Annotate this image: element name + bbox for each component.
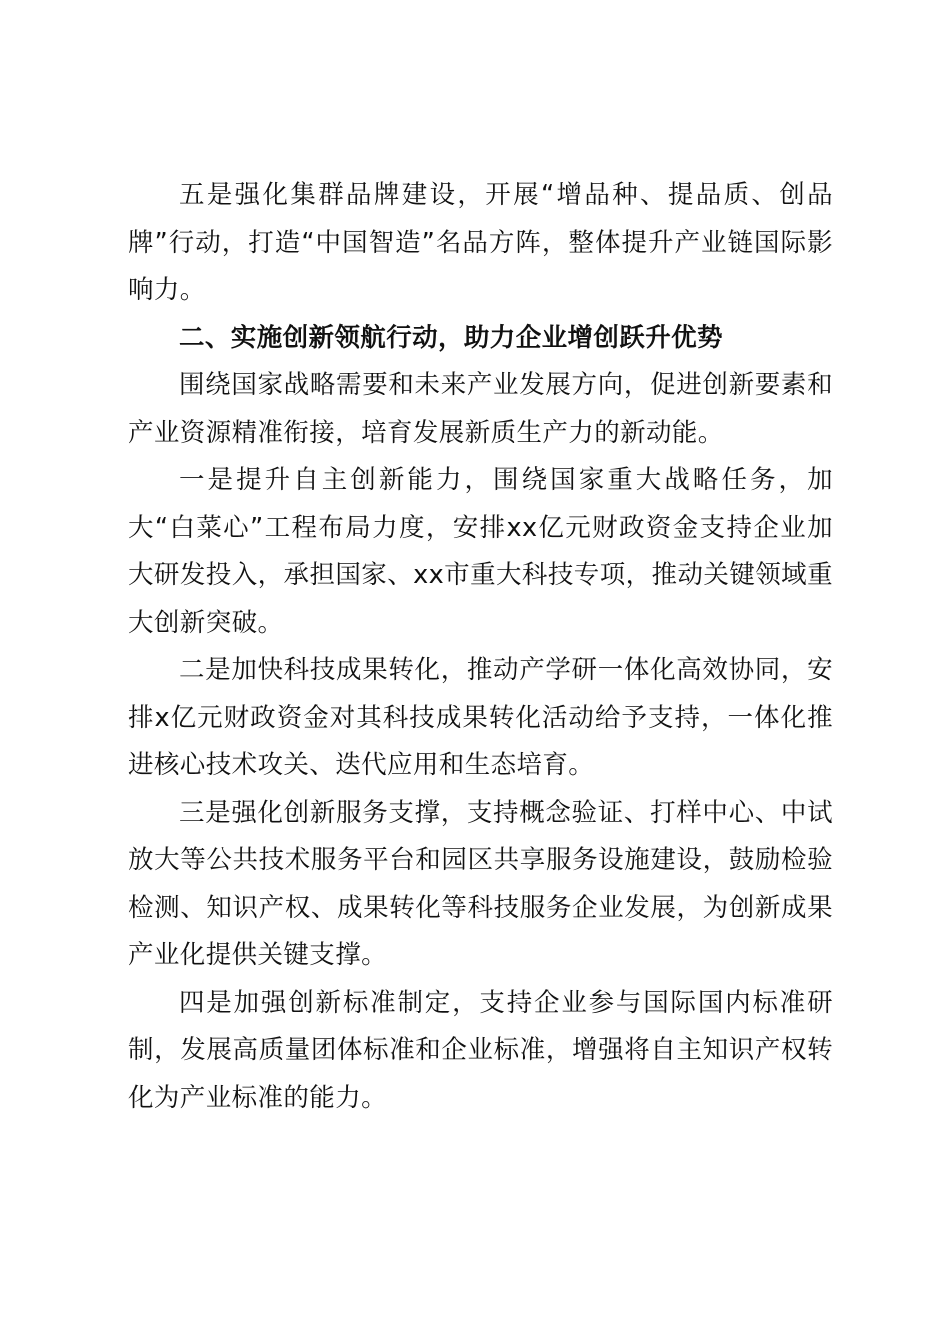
paragraph-innovation-services: 三是强化创新服务支撑，支持概念验证、打样中心、中试放大等公共技术服务平台和园区共享服务设施建设，鼓励检验检测、知识产权、成果转化等科技服务企业发展，为创新成果产业化提供关键支撑。 — [128, 797, 833, 970]
paragraph-innovation-capacity: 一是提升自主创新能力，围绕国家重大战略任务，加大“白菜心”工程布局力度，安排xx亿元财政资金支持企业加大研发投入，承担国家、xx市重大科技专项，推动关键领域重大创新突破。 — [128, 465, 833, 638]
paragraph-standards: 四是加强创新标准制定，支持企业参与国际国内标准研制，发展高质量团体标准和企业标准，增强将自主知识产权转化为产业标准的能力。 — [128, 987, 833, 1113]
section-heading: 二、实施创新领航行动，助力企业增创跃升优势 — [179, 322, 723, 353]
paragraph-tech-transfer: 二是加快科技成果转化，推动产学研一体化高效协同，安排x亿元财政资金对其科技成果转化活动给予支持，一体化推进核心技术攻关、迭代应用和生态培育。 — [128, 655, 833, 780]
document-body — [128, 172, 833, 1122]
paragraph-branding: 五是强化集群品牌建设，开展“增品种、提品质、创品牌”行动，打造“中国智造”名品方阵，整体提升产业链国际影响力。 — [128, 180, 833, 305]
paragraph-section-intro: 围绕国家战略需要和未来产业发展方向，促进创新要素和产业资源精准衔接，培育发展新质生产力的新动能。 — [128, 370, 833, 448]
